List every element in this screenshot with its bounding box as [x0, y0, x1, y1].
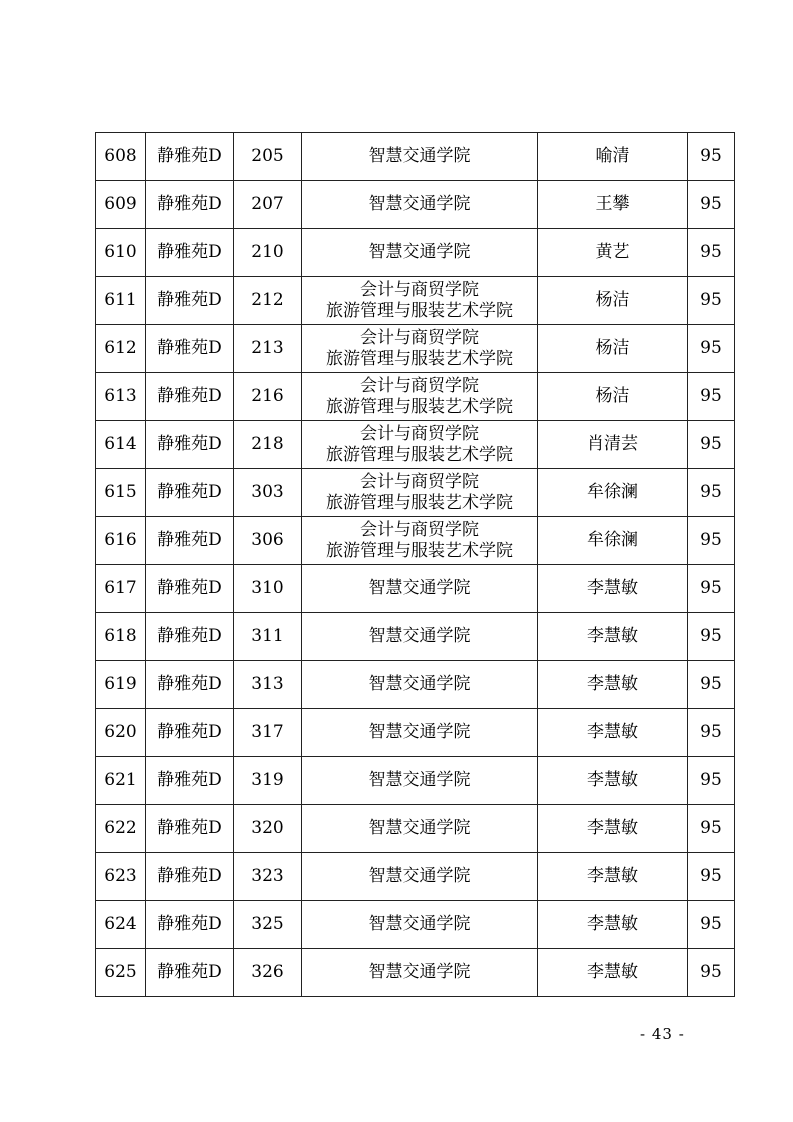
- college-name-line: 智慧交通学院: [368, 674, 471, 694]
- college-cell: [302, 325, 538, 373]
- score-cell: 95: [688, 757, 735, 805]
- building-cell: 静雅苑D: [146, 469, 234, 517]
- name-cell: 李慧敏: [538, 901, 688, 949]
- building-cell: 静雅苑D: [146, 613, 234, 661]
- score-cell: 95: [688, 853, 735, 901]
- college-name-line: 会计与商贸学院: [360, 327, 479, 348]
- table-row: [96, 949, 735, 997]
- building-cell: 静雅苑D: [146, 709, 234, 757]
- building-cell: 静雅苑D: [146, 229, 234, 277]
- name-cell: 李慧敏: [538, 565, 688, 613]
- score-cell: 95: [688, 901, 735, 949]
- table-row: [96, 277, 735, 325]
- name-cell: 杨洁: [538, 325, 688, 373]
- name-cell: 喻清: [538, 133, 688, 181]
- name-cell: 黄艺: [538, 229, 688, 277]
- score-cell: 95: [688, 325, 735, 373]
- name-cell: 李慧敏: [538, 757, 688, 805]
- table-row: [96, 325, 735, 373]
- building-cell: 静雅苑D: [146, 373, 234, 421]
- college-name-line: 旅游管理与服装艺术学院: [326, 348, 513, 369]
- college-name-line: 旅游管理与服装艺术学院: [326, 300, 513, 321]
- name-cell: 杨洁: [538, 277, 688, 325]
- row-number-cell: 621: [96, 757, 146, 805]
- room-cell: 303: [234, 469, 302, 517]
- college-name-line: 旅游管理与服装艺术学院: [326, 396, 513, 417]
- room-cell: 317: [234, 709, 302, 757]
- page-number: - 43 -: [640, 1025, 685, 1043]
- row-number-cell: 612: [96, 325, 146, 373]
- room-cell: 319: [234, 757, 302, 805]
- college-name-line: 智慧交通学院: [368, 962, 471, 982]
- score-cell: 95: [688, 949, 735, 997]
- row-number-cell: 614: [96, 421, 146, 469]
- college-name-line: 智慧交通学院: [368, 722, 471, 742]
- college-name-line: 会计与商贸学院: [360, 375, 479, 396]
- college-name-line: 旅游管理与服装艺术学院: [326, 444, 513, 465]
- table-row: [96, 421, 735, 469]
- table-row: [96, 181, 735, 229]
- building-cell: 静雅苑D: [146, 181, 234, 229]
- name-cell: 杨洁: [538, 373, 688, 421]
- row-number-cell: 617: [96, 565, 146, 613]
- score-cell: 95: [688, 181, 735, 229]
- building-cell: 静雅苑D: [146, 325, 234, 373]
- college-cell: [302, 805, 538, 853]
- name-cell: 李慧敏: [538, 949, 688, 997]
- building-cell: 静雅苑D: [146, 901, 234, 949]
- table-row: [96, 709, 735, 757]
- college-cell: [302, 133, 538, 181]
- table-row: [96, 133, 735, 181]
- name-cell: 李慧敏: [538, 805, 688, 853]
- table-row: [96, 901, 735, 949]
- table-row: [96, 565, 735, 613]
- row-number-cell: 615: [96, 469, 146, 517]
- college-name-line: 旅游管理与服装艺术学院: [326, 492, 513, 513]
- college-cell: [302, 373, 538, 421]
- score-cell: 95: [688, 229, 735, 277]
- score-cell: 95: [688, 709, 735, 757]
- building-cell: 静雅苑D: [146, 853, 234, 901]
- college-cell: [302, 517, 538, 565]
- score-cell: 95: [688, 805, 735, 853]
- college-cell: [302, 421, 538, 469]
- room-cell: 325: [234, 901, 302, 949]
- name-cell: 李慧敏: [538, 853, 688, 901]
- room-cell: 218: [234, 421, 302, 469]
- college-name-line: 会计与商贸学院: [360, 519, 479, 540]
- college-name-line: 智慧交通学院: [368, 242, 471, 262]
- row-number-cell: 620: [96, 709, 146, 757]
- college-cell: [302, 901, 538, 949]
- score-cell: 95: [688, 613, 735, 661]
- room-cell: 323: [234, 853, 302, 901]
- name-cell: 牟徐澜: [538, 517, 688, 565]
- score-cell: 95: [688, 661, 735, 709]
- row-number-cell: 618: [96, 613, 146, 661]
- room-cell: 213: [234, 325, 302, 373]
- college-name-line: 旅游管理与服装艺术学院: [326, 540, 513, 561]
- college-cell: [302, 229, 538, 277]
- college-name-line: 智慧交通学院: [368, 866, 471, 886]
- room-cell: 210: [234, 229, 302, 277]
- college-name-line: 会计与商贸学院: [360, 471, 479, 492]
- row-number-cell: 611: [96, 277, 146, 325]
- room-cell: 313: [234, 661, 302, 709]
- building-cell: 静雅苑D: [146, 277, 234, 325]
- row-number-cell: 616: [96, 517, 146, 565]
- room-cell: 326: [234, 949, 302, 997]
- building-cell: 静雅苑D: [146, 133, 234, 181]
- score-cell: 95: [688, 469, 735, 517]
- row-number-cell: 613: [96, 373, 146, 421]
- name-cell: 王攀: [538, 181, 688, 229]
- college-name-line: 智慧交通学院: [368, 770, 471, 790]
- room-cell: 212: [234, 277, 302, 325]
- building-cell: 静雅苑D: [146, 565, 234, 613]
- college-name-line: 智慧交通学院: [368, 578, 471, 598]
- table-row: [96, 229, 735, 277]
- name-cell: 李慧敏: [538, 709, 688, 757]
- room-cell: 216: [234, 373, 302, 421]
- row-number-cell: 608: [96, 133, 146, 181]
- room-cell: 320: [234, 805, 302, 853]
- dormitory-score-table: [95, 132, 735, 997]
- row-number-cell: 624: [96, 901, 146, 949]
- college-cell: [302, 469, 538, 517]
- college-name-line: 智慧交通学院: [368, 914, 471, 934]
- building-cell: 静雅苑D: [146, 949, 234, 997]
- row-number-cell: 623: [96, 853, 146, 901]
- room-cell: 311: [234, 613, 302, 661]
- table-row: [96, 661, 735, 709]
- college-cell: [302, 853, 538, 901]
- college-name-line: 智慧交通学院: [368, 194, 471, 214]
- college-name-line: 会计与商贸学院: [360, 423, 479, 444]
- score-cell: 95: [688, 517, 735, 565]
- college-cell: [302, 757, 538, 805]
- score-cell: 95: [688, 133, 735, 181]
- row-number-cell: 610: [96, 229, 146, 277]
- college-name-line: 智慧交通学院: [368, 146, 471, 166]
- row-number-cell: 625: [96, 949, 146, 997]
- college-name-line: 智慧交通学院: [368, 626, 471, 646]
- table-row: [96, 373, 735, 421]
- room-cell: 207: [234, 181, 302, 229]
- college-cell: [302, 181, 538, 229]
- score-cell: 95: [688, 373, 735, 421]
- college-cell: [302, 565, 538, 613]
- room-cell: 306: [234, 517, 302, 565]
- building-cell: 静雅苑D: [146, 661, 234, 709]
- table-row: [96, 853, 735, 901]
- building-cell: 静雅苑D: [146, 757, 234, 805]
- table-body: [96, 133, 735, 997]
- table-row: [96, 757, 735, 805]
- college-cell: [302, 613, 538, 661]
- college-cell: [302, 277, 538, 325]
- college-name-line: 智慧交通学院: [368, 818, 471, 838]
- building-cell: 静雅苑D: [146, 517, 234, 565]
- row-number-cell: 609: [96, 181, 146, 229]
- name-cell: 牟徐澜: [538, 469, 688, 517]
- room-cell: 205: [234, 133, 302, 181]
- room-cell: 310: [234, 565, 302, 613]
- score-cell: 95: [688, 565, 735, 613]
- table-row: [96, 613, 735, 661]
- name-cell: 李慧敏: [538, 661, 688, 709]
- table-row: [96, 805, 735, 853]
- row-number-cell: 622: [96, 805, 146, 853]
- table-row: [96, 517, 735, 565]
- college-cell: [302, 709, 538, 757]
- college-cell: [302, 661, 538, 709]
- score-cell: 95: [688, 277, 735, 325]
- name-cell: 李慧敏: [538, 613, 688, 661]
- building-cell: 静雅苑D: [146, 805, 234, 853]
- score-cell: 95: [688, 421, 735, 469]
- row-number-cell: 619: [96, 661, 146, 709]
- college-cell: [302, 949, 538, 997]
- name-cell: 肖清芸: [538, 421, 688, 469]
- building-cell: 静雅苑D: [146, 421, 234, 469]
- college-name-line: 会计与商贸学院: [360, 279, 479, 300]
- table-row: [96, 469, 735, 517]
